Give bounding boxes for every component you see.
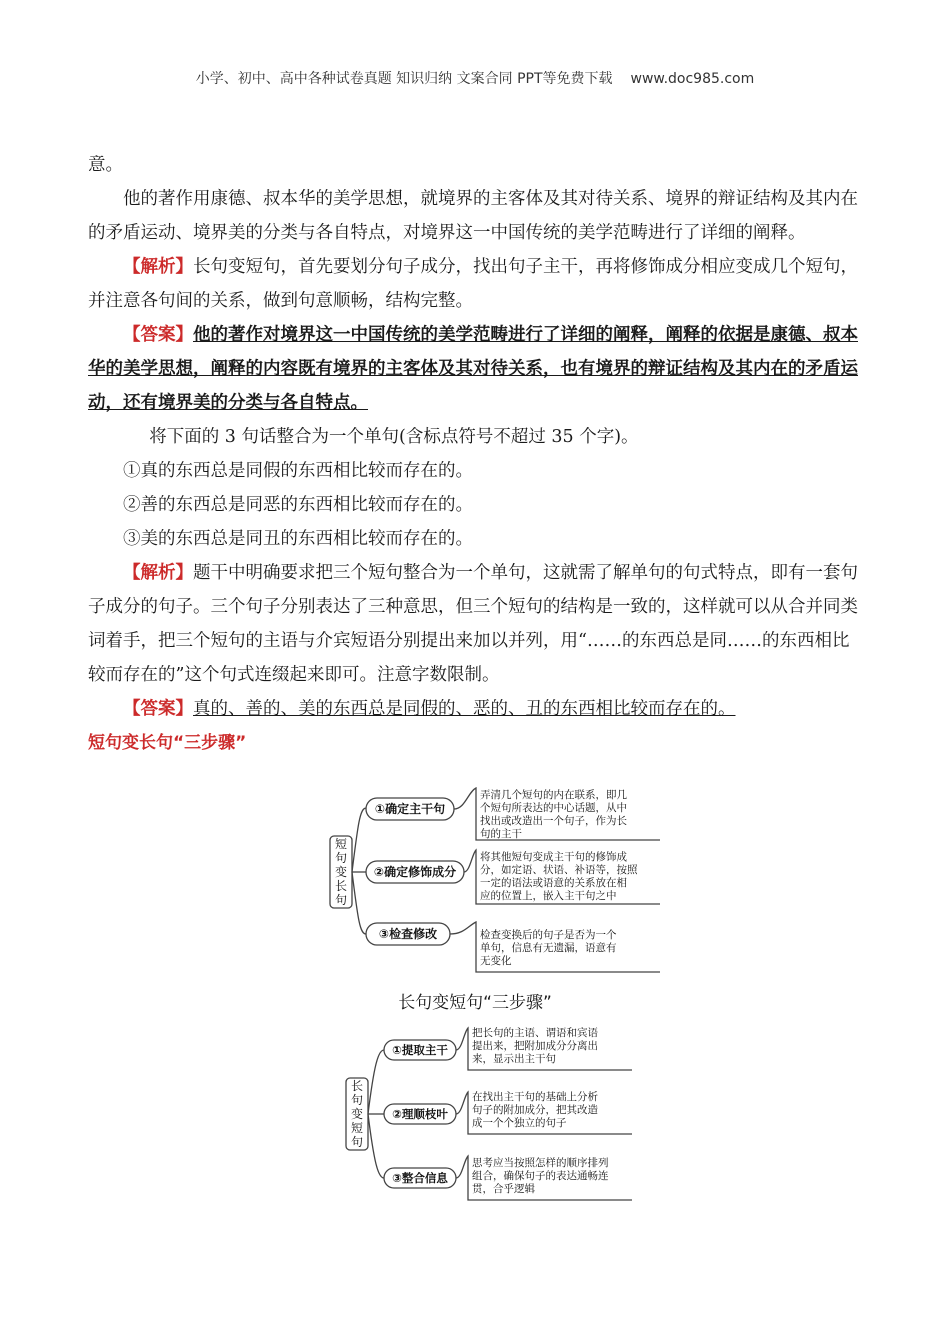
header-site: www.doc985.com xyxy=(630,71,755,87)
diagram-short-to-long xyxy=(320,784,680,976)
diagram1-root-char: 句 xyxy=(334,893,348,907)
diagram1-step-desc: 将其他短句变成主干句的修饰成 xyxy=(480,851,627,863)
analysis-tag: 【解析】 xyxy=(123,563,193,583)
diagram2-step-desc: 思考应当按照怎样的顺序排列 xyxy=(472,1157,609,1169)
diagram1-step-desc: 一定的语法或语意的关系放在相 xyxy=(480,877,627,889)
list-item: ①真的东西总是同假的东西相比较而存在的。 xyxy=(123,461,473,481)
diagram1-step-desc: 个短句所表达的中心话题，从中 xyxy=(480,802,627,814)
analysis-1 xyxy=(88,250,864,318)
diagram2-step-desc: 句子的附加成分，把其改造 xyxy=(472,1104,598,1116)
document-body xyxy=(88,148,864,760)
analysis-tag: 【解析】 xyxy=(123,257,193,277)
diagram2-step-label: ③整合信息 xyxy=(392,1171,448,1185)
diagram2-root-char: 句 xyxy=(350,1135,364,1149)
diagram2-step-desc: 贯，合乎逻辑 xyxy=(472,1183,535,1195)
diagram2-root-char: 句 xyxy=(350,1093,364,1107)
diagram1-step-desc: 找出或改造出一个句子，作为长 xyxy=(480,815,627,827)
diagram2-root-char: 长 xyxy=(350,1079,364,1093)
page-header xyxy=(0,68,950,88)
answer-2 xyxy=(88,692,864,726)
question-sentence: 他的著作用康德、叔本华的美学思想，就境界的主客体及其对待关系、境界的辩证结构及其内在的矛盾运动、境界美的分类与各自特点，对境界这一中国传统的美学范畴进行了详细的阐释。 xyxy=(88,189,858,243)
diagram2-step-label: ②理顺枝叶 xyxy=(392,1107,448,1121)
diagram1-step-desc: 弄清几个短句的内在联系，即几 xyxy=(480,789,627,801)
diagram2-step-label: ①提取主干 xyxy=(392,1043,448,1057)
section-title: 短句变长句“三步骤” xyxy=(88,733,247,753)
diagram1-root-char: 短 xyxy=(334,837,348,851)
diagram1-step-desc: 检查变换后的句子是否为一个 xyxy=(480,929,617,941)
analysis-text: 题干中明确要求把三个短句整合为一个单句，这就需了解单句的句式特点，即有一套句子成分的句子。三个句子分别表达了三种意思，但三个短句的结构是一致的，这样就可以从合并同类词着手，把三个短句的主语与介宾短语分别提出来加以并列，用“……的东西总是同……的东西相比较而存在的”这个句式连缀起来即可。注意字数限制。 xyxy=(88,563,858,685)
diagram-long-to-short xyxy=(336,1022,646,1208)
list-item: ②善的东西总是同恶的东西相比较而存在的。 xyxy=(123,495,473,515)
diagram1-step-desc: 分，如定语、状语、补语等，按照 xyxy=(480,864,638,876)
answer-text: 真的、善的、美的东西总是同假的、恶的、丑的东西相比较而存在的。 xyxy=(193,699,736,719)
diagram2-root-char: 短 xyxy=(350,1121,364,1135)
diagram2-step-desc: 提出来，把附加成分分离出 xyxy=(472,1040,598,1052)
answer-1 xyxy=(88,318,864,420)
diagram1-step-label: ①确定主干句 xyxy=(374,802,446,816)
diagram1-root-char: 长 xyxy=(334,879,348,893)
diagram1-root-char: 变 xyxy=(334,865,348,879)
diagram1-step-desc: 单句，信息有无遗漏，语意有 xyxy=(480,942,617,954)
paragraph-continuation: 意。 xyxy=(88,155,123,175)
question-2: 将下面的 3 句话整合为一个单句(含标点符号不超过 35 个字)。 xyxy=(149,427,639,447)
diagram2-step-desc: 来，显示出主干句 xyxy=(472,1053,556,1065)
diagram2-caption: 长句变短句“三步骤” xyxy=(398,993,552,1013)
header-text: 小学、初中、高中各种试卷真题 知识归纳 文案合同 PPT等免费下载 xyxy=(195,71,613,87)
diagram2-root-char: 变 xyxy=(350,1107,364,1121)
diagram1-step-desc: 无变化 xyxy=(480,955,512,967)
diagram1-step-desc: 句的主干 xyxy=(480,828,522,840)
answer-tag: 【答案】 xyxy=(123,325,193,345)
diagram2-step-desc: 把长句的主语、谓语和宾语 xyxy=(472,1027,598,1039)
answer-tag: 【答案】 xyxy=(123,699,193,719)
diagram1-root-char: 句 xyxy=(334,851,348,865)
diagram2-step-desc: 组合，确保句子的表达通畅连 xyxy=(472,1170,609,1182)
answer-text: 他的著作对境界这一中国传统的美学范畴进行了详细的阐释，阐释的依据是康德、叔本华的美学思想，阐释的内容既有境界的主客体及其对待关系，也有境界的辩证结构及其内在的矛盾运动，还有境界美的分类与各自特点。 xyxy=(88,325,858,413)
diagram1-step-label: ②确定修饰成分 xyxy=(373,865,457,879)
diagram1-step-desc: 应的位置上，嵌入主干句之中 xyxy=(480,890,617,902)
diagram1-step-label: ③检查修改 xyxy=(378,927,438,941)
list-item: ③美的东西总是同丑的东西相比较而存在的。 xyxy=(123,529,473,549)
analysis-2 xyxy=(88,556,864,692)
analysis-text: 长句变短句，首先要划分句子成分，找出句子主干，再将修饰成分相应变成几个短句，并注意各句间的关系，做到句意顺畅，结构完整。 xyxy=(88,257,858,311)
diagram2-step-desc: 在找出主干句的基础上分析 xyxy=(472,1091,598,1103)
diagram2-step-desc: 成一个个独立的句子 xyxy=(472,1117,567,1129)
